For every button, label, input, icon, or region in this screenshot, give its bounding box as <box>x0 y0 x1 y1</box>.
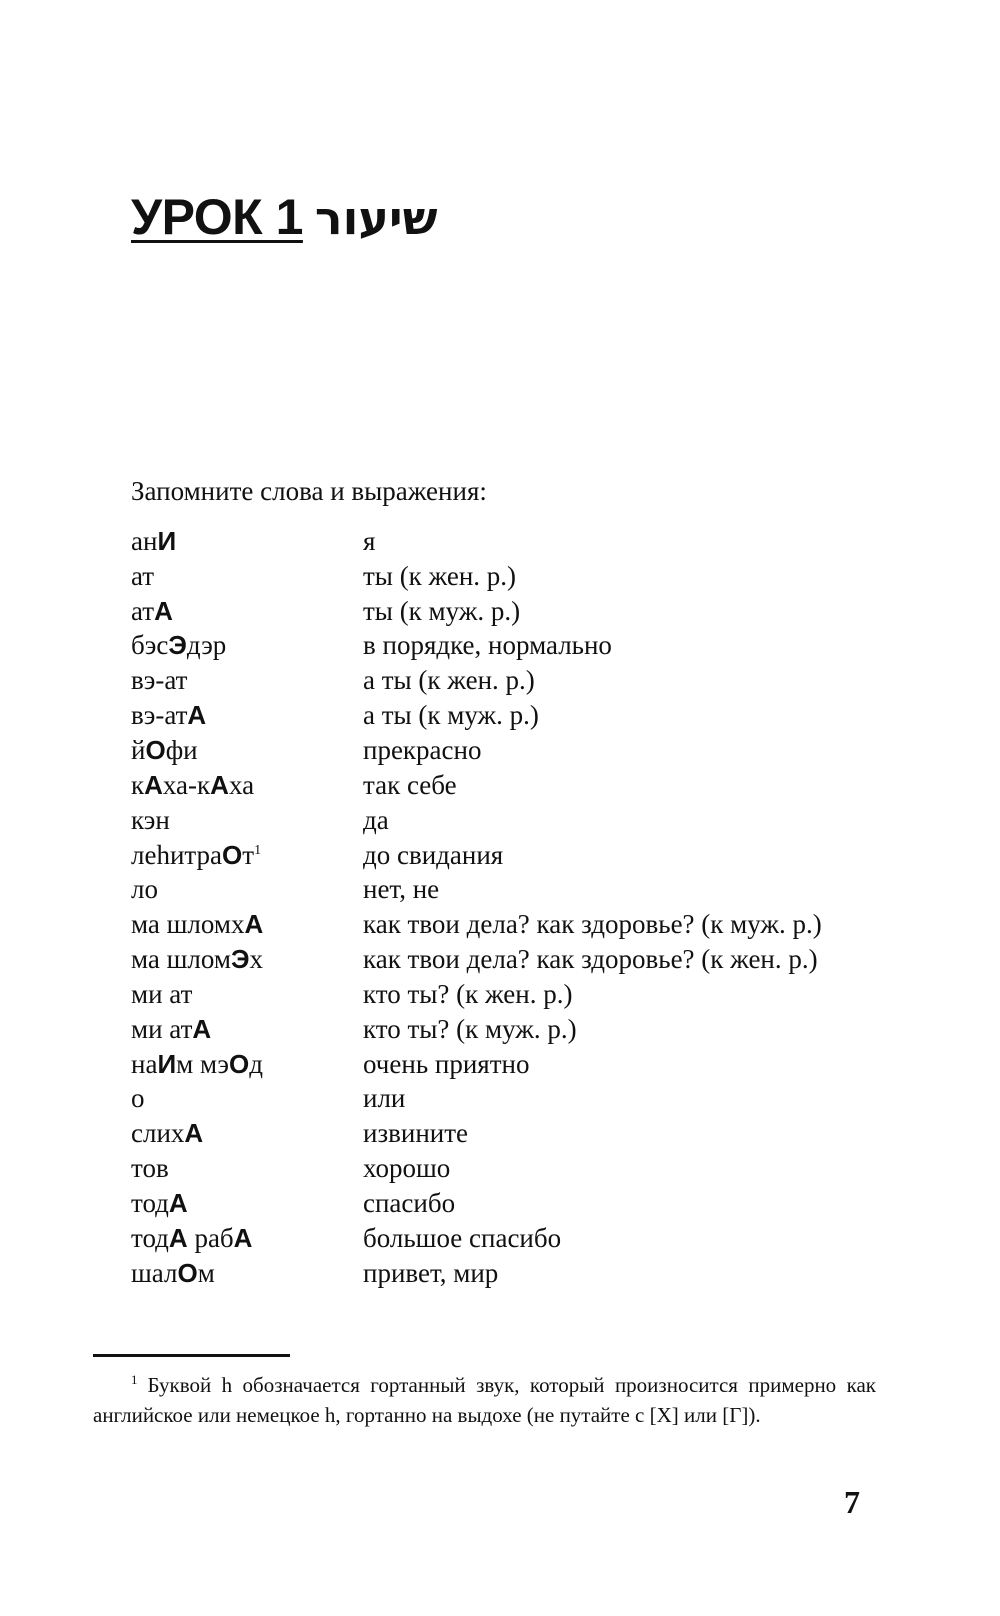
vocabulary-intro: Запомните слова и выражения: <box>131 476 487 506</box>
stressed-vowel: А <box>192 1013 212 1044</box>
vocab-term <box>131 665 363 696</box>
term-part: д <box>249 1048 263 1079</box>
term-part: ха-к <box>162 769 211 800</box>
vocab-term <box>131 1049 363 1080</box>
vocab-meaning: я <box>363 525 376 556</box>
vocab-row <box>131 907 891 942</box>
vocab-row <box>131 663 891 698</box>
vocab-term <box>131 805 363 836</box>
stressed-vowel: О <box>145 734 166 765</box>
term-part: х <box>249 944 263 975</box>
vocab-meaning: кто ты? (к жен. р.) <box>363 978 573 1009</box>
vocab-term <box>131 630 363 661</box>
vocab-meaning: извините <box>363 1118 468 1149</box>
term-part: слих <box>131 1118 185 1149</box>
vocab-meaning: а ты (к муж. р.) <box>363 700 539 731</box>
vocab-meaning: да <box>363 804 389 835</box>
term-part: ат <box>131 560 155 591</box>
stressed-vowel: О <box>177 1257 198 1288</box>
vocab-row <box>131 803 891 838</box>
vocab-term <box>131 1083 363 1114</box>
vocab-meaning: большое спасибо <box>363 1222 562 1253</box>
stressed-vowel: Э <box>168 630 187 661</box>
vocab-row <box>131 594 891 629</box>
vocab-meaning: привет, мир <box>363 1257 499 1288</box>
vocab-meaning: в порядке, нормально <box>363 630 612 661</box>
vocab-term <box>131 909 363 940</box>
stressed-vowel: А <box>244 909 264 940</box>
term-part: тод <box>131 1187 169 1218</box>
term-part: ма шломх <box>131 909 245 940</box>
vocab-term <box>131 1188 363 1219</box>
vocab-row <box>131 1186 891 1221</box>
term-part: фи <box>165 734 198 765</box>
term-part: м мэ <box>176 1048 229 1079</box>
vocab-row <box>131 733 891 768</box>
term-part: к <box>131 769 145 800</box>
vocab-meaning: или <box>363 1083 406 1114</box>
stressed-vowel: А <box>187 700 207 731</box>
lesson-label: УРОК 1 <box>131 189 303 245</box>
term-part: вэ-ат <box>131 665 188 696</box>
stressed-vowel: А <box>210 769 229 800</box>
term-part: дэр <box>186 630 227 661</box>
vocab-term <box>131 526 363 557</box>
term-part: леһитра <box>131 839 223 870</box>
vocab-term <box>131 979 363 1010</box>
stressed-vowel: А <box>144 769 163 800</box>
vocab-term <box>131 561 363 592</box>
vocab-row <box>131 838 891 873</box>
footnote-text: Буквой һ обозначается гортанный звук, который произносится примерно как английское или немецкое h, гортанно на выдохе (не путайте с [Х] или [Г]). <box>93 1373 876 1427</box>
term-part: кэн <box>131 804 170 835</box>
term-part: м <box>197 1257 215 1288</box>
term-part: на <box>131 1048 158 1079</box>
term-part: ха <box>228 769 255 800</box>
vocab-row <box>131 1116 891 1151</box>
term-part: ан <box>131 525 158 556</box>
vocab-term <box>131 1014 363 1045</box>
vocab-term <box>131 874 363 905</box>
term-part: вэ-ат <box>131 700 188 731</box>
stressed-vowel: И <box>157 525 177 556</box>
stressed-vowel: А <box>154 595 173 626</box>
vocab-meaning: хорошо <box>363 1153 451 1184</box>
term-part: й <box>131 734 146 765</box>
page-number: 7 <box>844 1484 860 1520</box>
vocab-term <box>131 1223 363 1254</box>
vocab-meaning: а ты (к жен. р.) <box>363 665 535 696</box>
vocab-meaning: так себе <box>363 769 457 800</box>
vocab-row <box>131 977 891 1012</box>
stressed-vowel: О <box>228 1048 250 1079</box>
vocab-meaning: ты (к жен. р.) <box>363 560 517 591</box>
footnote-reference: 1 <box>254 842 262 858</box>
term-part: ми ат <box>131 1013 193 1044</box>
stressed-vowel: А <box>184 1118 204 1149</box>
term-part: раб <box>187 1222 234 1253</box>
vocab-meaning: до свидания <box>363 839 504 870</box>
term-part: шал <box>131 1257 178 1288</box>
term-part: тов <box>131 1153 169 1184</box>
vocab-row <box>131 1047 891 1082</box>
vocab-term <box>131 700 363 731</box>
lesson-title <box>131 188 437 246</box>
stressed-vowel: И <box>157 1048 177 1079</box>
stressed-vowel: О <box>222 839 243 870</box>
vocab-meaning: ты (к муж. р.) <box>363 595 521 626</box>
vocab-meaning: как твои дела? как здоровье? (к муж. р.) <box>363 909 822 940</box>
vocab-meaning: очень приятно <box>363 1048 530 1079</box>
vocab-row <box>131 559 891 594</box>
vocab-term <box>131 770 363 801</box>
vocab-row <box>131 524 891 559</box>
vocab-row <box>131 629 891 664</box>
stressed-vowel: Э <box>230 944 250 975</box>
vocabulary-list <box>131 524 891 1291</box>
term-part: тод <box>131 1222 169 1253</box>
vocab-term <box>131 735 363 766</box>
vocab-row <box>131 1012 891 1047</box>
term-part: ат <box>131 595 155 626</box>
stressed-vowel: А <box>168 1222 188 1253</box>
term-part: ло <box>131 874 158 905</box>
vocab-row <box>131 1221 891 1256</box>
vocab-row <box>131 698 891 733</box>
vocab-meaning: кто ты? (к муж. р.) <box>363 1013 577 1044</box>
term-part: т <box>242 839 255 870</box>
vocab-row <box>131 768 891 803</box>
term-part: ма шлом <box>131 944 231 975</box>
vocab-meaning: спасибо <box>363 1187 456 1218</box>
vocab-term <box>131 840 363 871</box>
footnote-divider <box>93 1354 290 1357</box>
vocab-row <box>131 1082 891 1117</box>
vocab-term <box>131 1258 363 1289</box>
vocab-meaning: прекрасно <box>363 734 482 765</box>
vocab-row <box>131 872 891 907</box>
stressed-vowel: А <box>168 1187 188 1218</box>
footnote: 1 Буквой һ обозначается гортанный звук, который произносится примерно как английское или немецкое h, гортанно на выдохе (не путайте с [Х] или [Г]). <box>93 1372 876 1427</box>
vocab-meaning: как твои дела? как здоровье? (к жен. р.) <box>363 944 818 975</box>
vocab-row <box>131 1151 891 1186</box>
term-part: о <box>131 1083 145 1114</box>
vocab-term <box>131 944 363 975</box>
stressed-vowel: А <box>233 1222 253 1253</box>
vocab-meaning: нет, не <box>363 874 440 905</box>
hebrew-lesson-word: שיעור <box>314 191 438 245</box>
vocab-row <box>131 1256 891 1291</box>
vocab-row <box>131 942 891 977</box>
term-part: ми ат <box>131 978 193 1009</box>
term-part: бэс <box>131 630 169 661</box>
vocab-term <box>131 596 363 627</box>
vocab-term <box>131 1118 363 1149</box>
vocab-term <box>131 1153 363 1184</box>
